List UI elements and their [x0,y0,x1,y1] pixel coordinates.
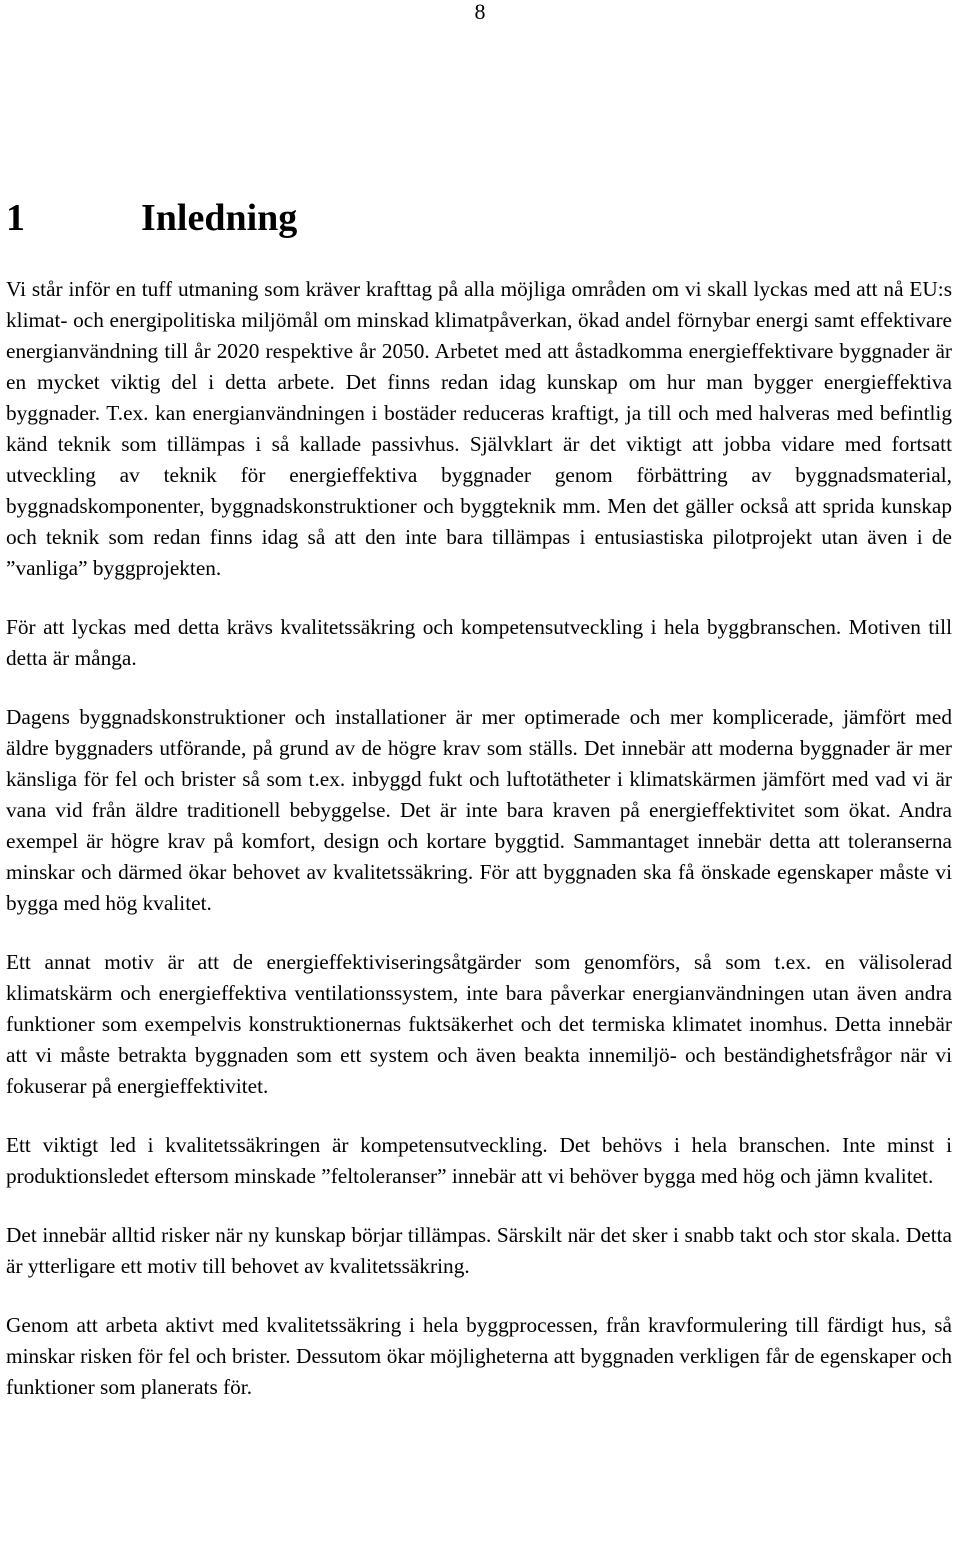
body-text [6,274,952,1403]
chapter-heading [6,196,297,240]
chapter-title: Inledning [141,197,298,239]
paragraph-7: Genom att arbeta aktivt med kvalitetssäkring i hela byggprocessen, från kravformulering till färdigt hus, så minskar risken för fel och brister. Dessutom ökar möjligheterna att byggnaden verkligen får de egenskaper och funktioner som planerats för. [6,1313,952,1399]
paragraph-4: Ett annat motiv är att de energieffektiviseringsåtgärder som genomförs, så som t.ex. en välisolerad klimatskärm och energieffektiva ventilationssystem, inte bara påverkar energianvändningen utan även andra funktioner som exempelvis konstruktionernas fuktsäkerhet och det termiska klimatet inomhus. Detta innebär att vi måste betrakta byggnaden som ett system och även beakta innemiljö- och beständighetsfrågor när vi fokuserar på energieffektivitet. [6,950,952,1098]
paragraph-1: Vi står inför en tuff utmaning som kräver krafttag på alla möjliga områden om vi skall lyckas med att nå EU:s klimat- och energipolitiska miljömål om minskad klimatpåverkan, ökad andel förnybar energi samt effektivare energianvändning till år 2020 respektive år 2050. Arbetet med att åstadkomma energieffektivare byggnader är en mycket viktig del i detta arbete. Det finns redan idag kunskap om hur man bygger energieffektiva byggnader. T.ex. kan energianvändningen i bostäder reduceras kraftigt, ja till och med halveras med befintlig känd teknik som tillämpas i så kallade passivhus. Självklart är det viktigt att jobba vidare med fortsatt utveckling av teknik för energieffektiva byggnader genom förbättring av byggnadsmaterial, byggnadskomponenter, byggnadskonstruktioner och byggteknik mm. Men det gäller också att sprida kunskap och teknik som redan finns idag så att den inte bara tillämpas i entusiastiska pilotprojekt utan även i de ”vanliga” byggprojekten. [6,277,952,580]
paragraph-6: Det innebär alltid risker när ny kunskap börjar tillämpas. Särskilt när det sker i snabb takt och stor skala. Detta är ytterligare ett motiv till behovet av kvalitetssäkring. [6,1223,952,1278]
chapter-number: 1 [6,197,25,239]
paragraph-3: Dagens byggnadskonstruktioner och installationer är mer optimerade och mer komplicerade, jämfört med äldre byggnaders utförande, på grund av de högre krav som ställs. Det innebär att moderna byggnader är mer känsliga för fel och brister så som t.ex. inbyggd fukt och luftotätheter i klimatskärmen jämfört med vad vi är vana vid från äldre traditionell bebyggelse. Det är inte bara kraven på energieffektivitet som ökat. Andra exempel är högre krav på komfort, design och kortare byggtid. Sammantaget innebär detta att toleranserna minskar och därmed ökar behovet av kvalitetssäkring. För att byggnaden ska få önskade egenskaper måste vi bygga med hög kvalitet. [6,705,952,915]
paragraph-5: Ett viktigt led i kvalitetssäkringen är kompetensutveckling. Det behövs i hela branschen. Inte minst i produktionsledet eftersom minskade ”feltoleranser” innebär att vi behöver bygga med hög och jämn kvalitet. [6,1133,952,1188]
page-number: 8 [474,0,486,24]
paragraph-2: För att lyckas med detta krävs kvalitetssäkring och kompetensutveckling i hela byggbranschen. Motiven till detta är många. [6,615,952,670]
